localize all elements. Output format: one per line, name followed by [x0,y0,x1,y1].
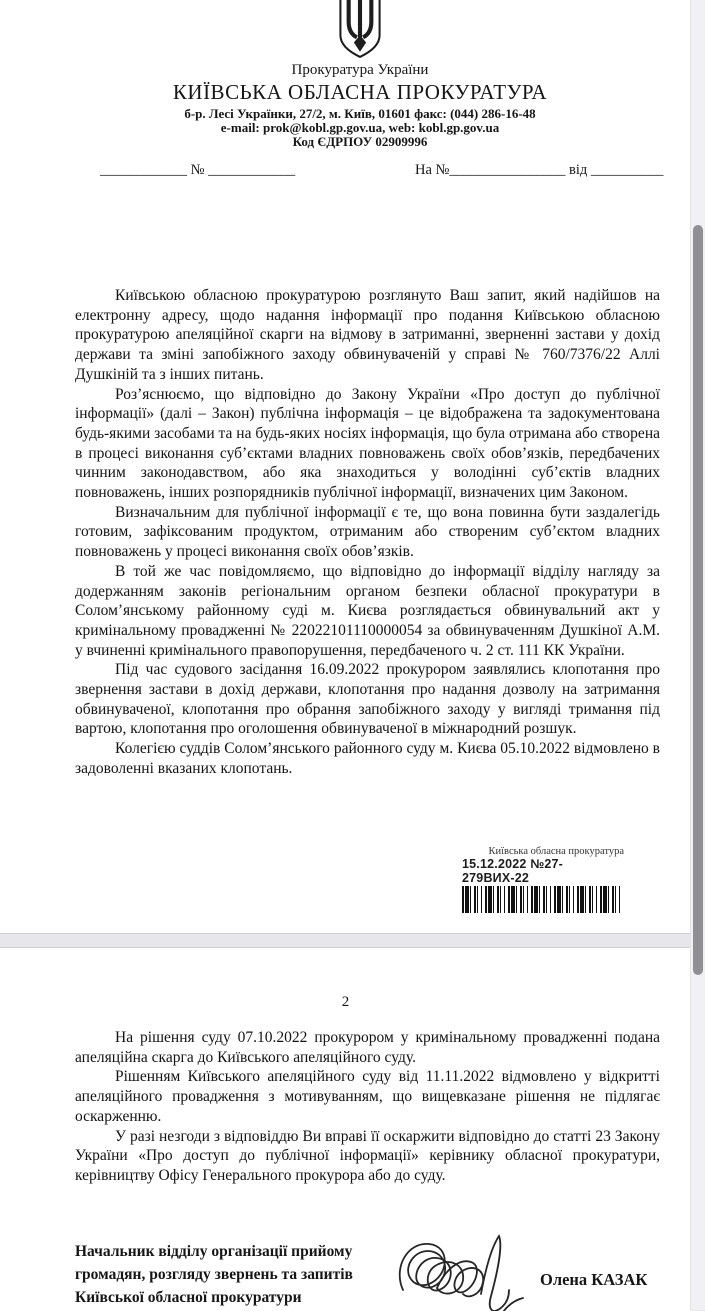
letter-body-page2 [75,1028,660,1186]
signer-title [75,1240,405,1309]
paragraph: Київською обласною прокуратурою розглянуто Ваш запит, який надійшов на електронну адресу, щодо надання інформації про подання Київською обласною прокуратурою апеляційної скарги на відмову в затриманні, зверненні застави у дохід держави та зміні запобіжного заходу обвинуваченій у справі № 760/7376/22 Аллі Душкіній та з інших питань. [75,287,660,383]
scrollbar-thumb[interactable] [693,225,703,975]
org-edrpou-code: Код ЄДРПОУ 02909996 [292,134,428,149]
signer-title-line: Начальник відділу організації прийому [75,1243,353,1260]
org-address: б-р. Лесі Українки, 27/2, м. Київ, 01601 факс: (044) 286-16-48 [184,106,536,121]
paragraph: Під час судового засідання 16.09.2022 прокурором заявлялись клопотання про звернення застави в дохід держави, клопотання про надання дозволу на затримання обвинуваченої, клопотання про обрання запобіжного заходу у вигляді тримання під вартою, клопотання про оголошення обвинуваченої в міжнародний розшук. [75,661,660,738]
paragraph: Колегією суддів Солом’янського районного суду м. Києва 05.10.2022 відмовлено в задоволенні вказаних клопотань. [75,740,660,777]
handwritten-signature-icon [385,1228,540,1311]
scrollbar-track[interactable] [690,0,705,1310]
ukraine-trident-emblem-icon [337,0,383,60]
document-page-2 [0,947,691,1311]
signer-title-line: Київської обласної прокуратури [75,1289,302,1306]
paragraph: Визначальним для публічної інформації є те, що вона повинна бути заздалегідь готовим, зафіксованим продуктом, отриманим або створеним суб’єктом владних повноважень у процесі виконання своїх обов’язків. [75,503,660,561]
registration-stamp [462,846,628,913]
paragraph: Роз’яснюємо, що відповідно до Закону України «Про доступ до публічної інформації» (далі – Закон) публічна інформація – це відображена та задокументована будь-якими засобами та на будь-яких носіях інформація, що була отримана або створена в процесі виконання суб’єктами владних повноважень своїх обов’язків, передбачених чинним законодавством, або яка знаходиться у володінні суб’єктів владних повноважень, інших розпорядників публічної інформації, визначених цим Законом. [75,385,660,502]
org-title: КИЇВСЬКА ОБЛАСНА ПРОКУРАТУРА [172,80,548,104]
org-contacts: e-mail: prok@kobl.gp.gov.ua, web: kobl.gp.gov.ua [220,120,500,135]
paragraph: Рішенням Київського апеляційного суду від 11.11.2022 відмовлено у відкритті апеляційного провадження з мотивуванням, що вищевказане рішення не підлягає оскарженню. [75,1068,660,1125]
paragraph: В той же час повідомляємо, що відповідно до інформації відділу нагляду за додержанням законів регіональним органом безпеки обласної прокуратури в Солом’янському районному суді м. Києва розглядається обвинувальний акт у кримінальному провадженні № 22022101110000054 за обвинуваченням Душкіної А.М. у вчиненні кримінального правопорушення, передбаченого ч. 2 ст. 111 КК України. [75,562,660,659]
signer-title-line: громадян, розгляду звернень та запитів [75,1266,353,1283]
stamp-date-number: 15.12.2022 №27-279ВИХ-22 [462,857,564,885]
org-parent-name: Прокуратура України [291,62,429,78]
stamp-org-name: Київська обласна прокуратура [488,846,624,857]
page-number: 2 [341,994,350,1010]
barcode-icon [462,886,622,913]
signer-name: Олена КАЗАК [540,1270,648,1289]
incoming-number-line: На №________________ від __________ [415,162,664,178]
letter-body-page1 [75,286,660,779]
outgoing-number-line: ____________ № ____________ [100,162,296,178]
paragraph: На рішення суду 07.10.2022 прокурором у кримінальному провадженні подана апеляційна скарга до Київського апеляційного суду. [75,1029,660,1066]
paragraph: У разі незгоди з відповіддю Ви вправі її оскаржити відповідно до статті 23 Закону України «Про доступ до публічної інформації» керівнику обласної прокуратури, керівництву Офісу Генерального прокурора або до суду. [75,1127,660,1184]
